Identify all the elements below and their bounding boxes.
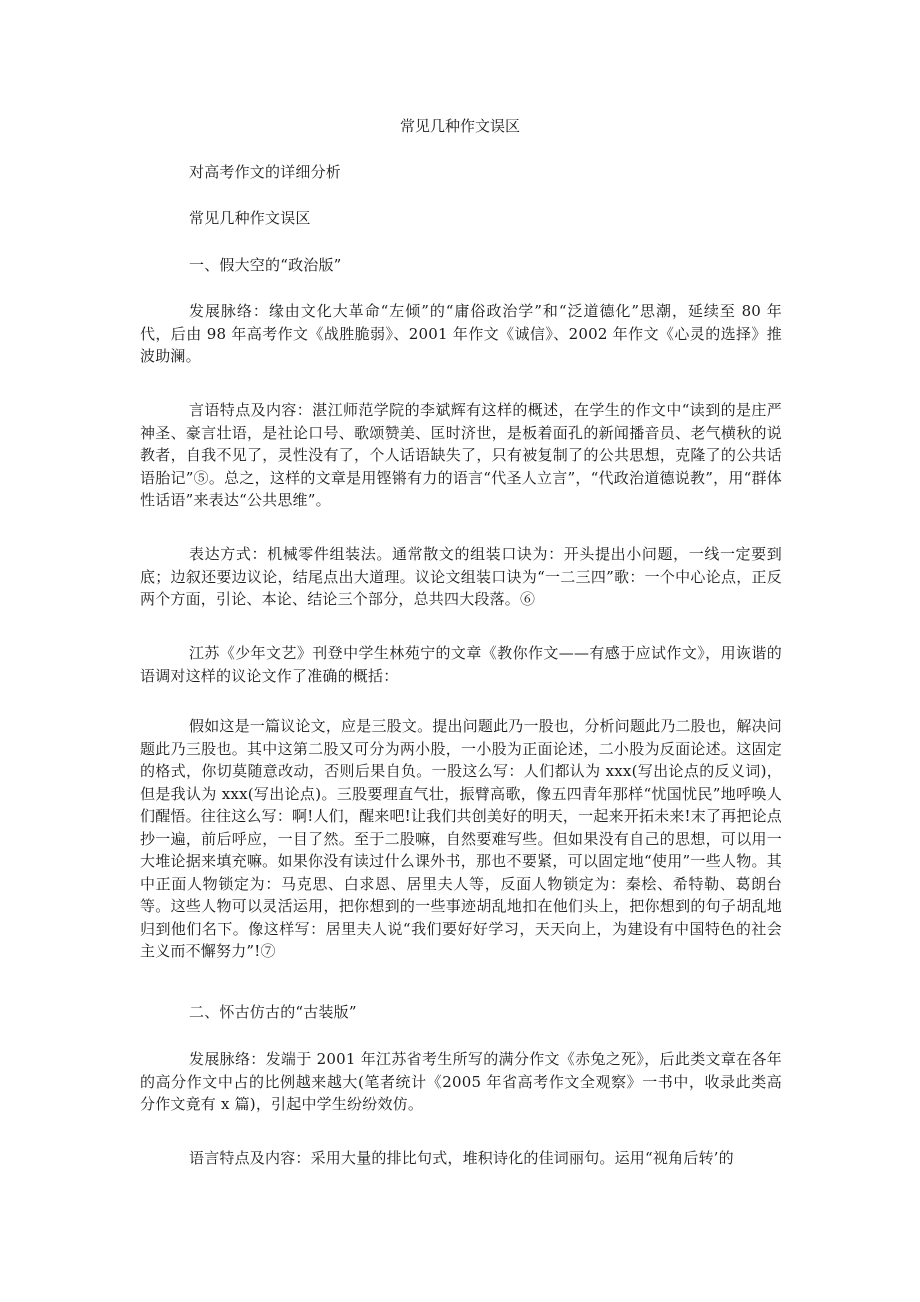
quote-intro-paragraph: 江苏《少年文艺》刊登中学生林苑宁的文章《教你作文——有感于应试作文》，用诙谐的语调对这样的议论文作了准确的概括： bbox=[140, 644, 782, 685]
document-title: 常见几种作文误区 bbox=[399, 117, 520, 135]
section-one-development-paragraph: 发展脉络：缘由文化大革命“左倾”的“庸俗政治学”和“泛道德化”思潮，延续至 80 年代，后由 98 年高考作文《战胜脆弱》、2001 年作文《诚信》、2002 年作文《心灵的选择》推波助澜。 bbox=[140, 302, 782, 365]
section-one-language-paragraph: 言语特点及内容：湛江师范学院的李斌辉有这样的概述，在学生的作文中“读到的是庄严神圣、豪言壮语，是社论口号、歌颂赞美、匡时济世，是板着面孔的新闻播音员、老气横秋的说教者，自我不见了，灵性没有了，个人话语缺失了，只有被复制了的公共思想，克隆了的公共话语胎记”⑤。总之，这样的文章是用铿锵有力的语言“代圣人立言”，“代政治道德说教”，用“群体性话语”来表达“公共思维”。 bbox=[140, 401, 782, 509]
section-two-heading: 二、怀古仿古的“古装版” bbox=[189, 1003, 357, 1021]
subtitle-paragraph: 对高考作文的详细分析 bbox=[189, 163, 342, 181]
section-one-heading: 一、假大空的“政治版” bbox=[189, 256, 342, 274]
quoted-essay-paragraph: 假如这是一篇议论文，应是三股文。提出问题此乃一股也，分析问题此乃二股也，解决问题此乃三股也。其中这第二股又可分为两小股，一小股为正面论述，二小股为反面论述。这固定的格式，你切莫随意改动，否则后果自负。一股这么写：人们都认为 xxx(写出论点的反义词)，但是我认为 xxx(写出论点)。三股要理直气壮，振臂高歌，像五四青年那样“忧国忧民”地呼唤人们醒悟。往往这么写：啊!人们，醒来吧!让我们共创美好的明天，一起来开拓未来!末了再把论点抄一遍，前后呼应，一目了然。至于二股嘛，自然要难写些。但如果没有自己的思想，可以用一大堆论据来填充嘛。如果你没有读过什么课外书，那也不要紧，可以固定地“使用”一些人物。其中正面人物锁定为：马克思、白求恩、居里夫人等，反面人物锁定为：秦桧、希特勒、葛朗台等。这些人物可以灵活运用，把你想到的一些事迹胡乱地扣在他们头上，把你想到的句子胡乱地归到他们名下。像这样写：居里夫人说“我们要好好学习，天天向上，为建设有中国特色的社会主义而不懈努力”!⑦ bbox=[140, 717, 782, 960]
section-two-development-paragraph: 发展脉络：发端于 2001 年江苏省考生所写的满分作文《赤兔之死》，后此类文章在各年的高分作文中占的比例越来越大(笔者统计《2005 年省高考作文全观察》一书中，收录此类高分作文竟有 x 篇)，引起中学生纷纷效仿。 bbox=[140, 1050, 782, 1113]
section-one-expression-paragraph: 表达方式：机械零件组装法。通常散文的组装口诀为：开头提出小问题，一线一定要到底；边叙还要边议论，结尾点出大道理。议论文组装口诀为“一二三四”歌：一个中心论点，正反两个方面，引论、本论、结论三个部分，总共四大段落。⑥ bbox=[140, 545, 782, 608]
section-heading-paragraph: 常见几种作文误区 bbox=[189, 209, 311, 227]
section-two-language-paragraph: 语言特点及内容：采用大量的排比句式，堆积诗化的佳词丽句。运用“视角后转’的 bbox=[189, 1149, 734, 1167]
